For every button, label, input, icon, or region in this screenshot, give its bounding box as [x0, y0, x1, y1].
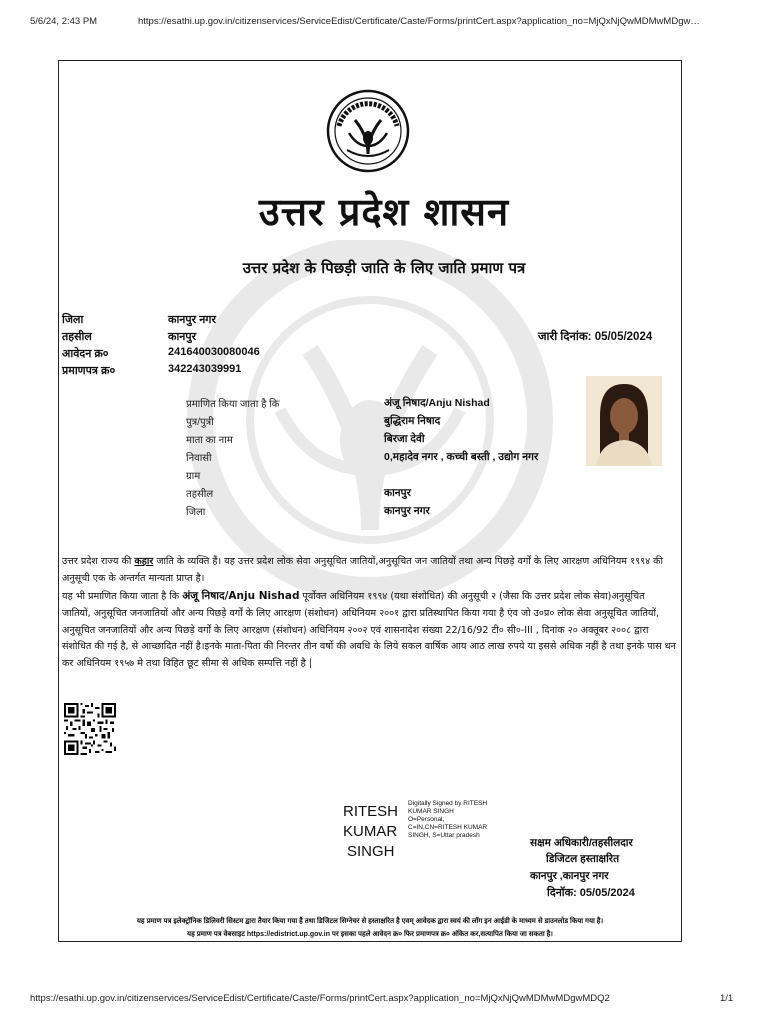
- district-label: जिला: [62, 314, 84, 326]
- print-url-bottom: https://esathi.up.gov.in/citizenservices/ServiceEdist/Certificate/Caste/Forms/printCert.aspx?application_no=MjQxNjQwMDMwMDgwMDQ2: [30, 993, 610, 1004]
- up-govt-emblem-icon: [325, 88, 411, 174]
- paragraph-certification: यह भी प्रमाणित किया जाता है कि अंजू निषाद/Anju Nishad पूर्वोक्त अधिनियम १९९४ (यथा संशोधित) की अनुसूची २ (जैसा कि उत्तर प्रदेश लोक सेवा)अनुसूचित जातियों, अनुसूचित जनजातियों और अन्य पिछड़े वर्गों के लिए आरक्षण (संशोधन) अधिनियम २००१ द्वारा प्रतिस्थापित किया गया है एंव जो उ०प्र० लोक सेवा अनुसूचित जातियों, अनुसूचित जनजातियों और अन्य पिछड़े वर्गों के लिए आरक्षण (संशोधन) अधिनियम २००२ एवं शासनादेश संख्या 22/16/92 टी० सी०-III , दिनांक २० अक्तूबर २००८ द्वारा संशोधित की गई है, से आच्छादित नहीं है।इनके माता-पिता की निरन्तर तीन वर्षो की अवधि के लिये सकल वार्षिक आय आठ लाख रुपये या इससे अधिक नहीं है तथा इनके पास धन कर अधिनियम १९५७ मे तथा विहित छूट सीमा से अधिक सम्पत्ति नहीं है |: [62, 590, 676, 670]
- certificate-subtitle: उत्तर प्रदेश के पिछड़ी जाति के लिए जाति प्रमाण पत्र: [242, 259, 526, 277]
- detail-label-resident: निवासी: [186, 453, 212, 464]
- detail-value-tehsil: कानपुर: [384, 487, 411, 499]
- verification-note-line1: यह प्रमाण पत्र इलेक्ट्रॉनिक डिलिवरी सिस्टम द्वारा तैयार किया गया है तथा डिजिटल सिग्नेचर से हस्ताक्षरित है एवम् आवेदक द्वारा स्वयं की लॉग इन आईडी के माध्यम से डाउनलोड किया गया है।: [136, 918, 604, 925]
- watermark-emblem-icon: [150, 240, 590, 600]
- application-number: 241640030080046: [168, 346, 260, 358]
- detail-label-tehsil: तहसील: [186, 489, 214, 500]
- tehsil-label: तहसील: [62, 331, 92, 343]
- print-datetime: 5/6/24, 2:43 PM: [30, 16, 98, 27]
- print-url-top: https://esathi.up.gov.in/citizenservices/ServiceEdist/Certificate/Caste/Forms/printCert.aspx?application_no=MjQxNjQwMDMwMDgw…: [138, 16, 700, 27]
- detail-value-address: 0,महादेव नगर , कच्ची बस्ती , उद्योग नगर: [384, 451, 539, 463]
- certificate-number: 342243039991: [168, 363, 242, 375]
- caste-name: कहार: [134, 556, 154, 567]
- verification-note-line2: यह प्रमाण पत्र वेबसाइट https://edistrict.up.gov.in पर इसका पहले आवेदन क्र० फिर प्रमाणपत्र क्र० अंकित कर,सत्यापित किया जा सकता है।: [187, 931, 553, 938]
- detail-value-father: बुद्धिराम निषाद: [384, 415, 441, 427]
- detail-label-child-of: पुत्र/पुत्री: [186, 417, 214, 428]
- district-value: कानपुर नगर: [168, 314, 217, 326]
- certificate-number-label: प्रमाणपत्र क्र०: [62, 365, 116, 377]
- detail-value-mother: बिरजा देवी: [384, 433, 425, 445]
- detail-value-district: कानपुर नगर: [384, 505, 430, 517]
- qr-code: [64, 703, 116, 755]
- issue-date: जारी दिनांक: 05/05/2024: [538, 331, 653, 343]
- detail-label-mother: माता का नाम: [186, 435, 233, 446]
- signer-name: RITESH KUMAR SINGH: [343, 803, 399, 860]
- application-label: आवेदन क्र०: [62, 348, 109, 360]
- tehsil-value: कानपुर: [168, 331, 197, 343]
- detail-value-name: अंजू निषाद/Anju Nishad: [384, 397, 490, 409]
- digital-signature-details: Digitally Signed by RITESH KUMAR SINGH O=Personal, C=IN,CN=RITESH KUMAR SINGH, S=Uttar pradesh: [408, 800, 488, 839]
- authority-designation: सक्षम अधिकारी/तहसीलदार: [530, 837, 633, 849]
- paragraph-caste: उत्तर प्रदेश राज्य की कहार जाति के व्यक्ति हैं। यह उत्तर प्रदेश लोक सेवा अनुसूचित जातियों,अनुसूचित जन जातियों तथा अन्य पिछड़े वर्गों के लिए आरक्षण अधिनियम १९९४ की अनुसूची एक के अन्तर्गत मान्यता प्राप्त है।: [62, 556, 663, 584]
- applicant-name-inline: अंजू निषाद/Anju Nishad: [182, 590, 300, 602]
- authority-digital: डिजिटल हस्ताक्षरित: [546, 853, 620, 865]
- detail-label-certified: प्रमाणित किया जाता है कि: [186, 399, 280, 410]
- authority-location: कानपुर ,कानपुर नगर: [530, 870, 609, 882]
- certificate-title: उत्तर प्रदेश शासन: [258, 189, 510, 234]
- print-page-count: 1/1: [720, 993, 734, 1004]
- detail-label-village: ग्राम: [186, 471, 201, 482]
- authority-date: दिनॉक: 05/05/2024: [547, 887, 635, 899]
- detail-label-district: जिला: [186, 507, 206, 518]
- applicant-photo: [586, 376, 662, 466]
